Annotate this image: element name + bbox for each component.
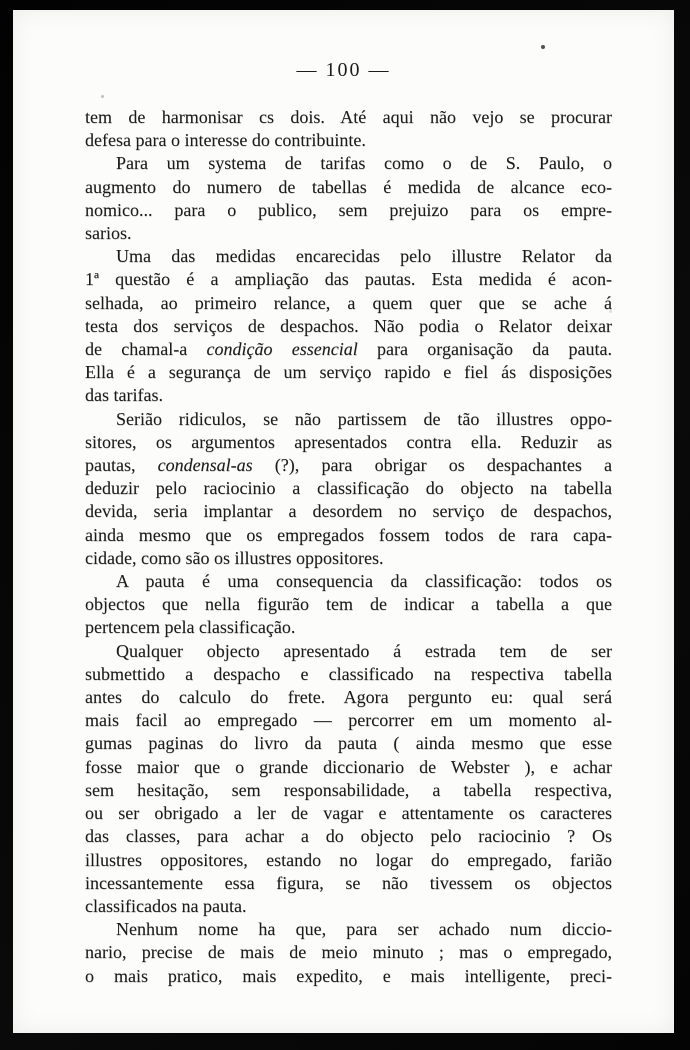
text-segment: Serião ridiculos, se não partissem de tão illustres oppo-: [116, 408, 612, 429]
text-line: [85, 849, 612, 872]
scan-speck: [541, 45, 545, 49]
text-line: [85, 524, 612, 547]
text-segment: defesa para o interesse do contribuinte.: [85, 130, 366, 151]
text-segment: nario, precise de mais de meio minuto ; mas o empregado,: [85, 942, 612, 963]
text-line: [85, 454, 612, 477]
text-line: [85, 756, 612, 779]
text-segment: classificados na pauta.: [85, 895, 247, 916]
text-segment: illustres oppositores, estando no logar do empregado, farião: [85, 849, 612, 870]
text-segment: gumas paginas do livro da pauta ( ainda mesmo que esse: [85, 733, 612, 754]
paragraph: [85, 245, 612, 407]
scan-speck: [101, 95, 104, 98]
text-segment: (?), para obrigar os despachantes a: [252, 455, 612, 476]
text-line: [85, 477, 612, 500]
text-segment: pertencem pela classificação.: [85, 617, 296, 638]
text-line: [85, 199, 612, 222]
text-line: [85, 779, 612, 802]
text-line: [85, 941, 612, 964]
text-line: [85, 292, 612, 315]
text-segment: submettido a despacho e classificado na respectiva tabella: [85, 663, 612, 684]
text-segment: Uma das medidas encarecidas pelo illustre Relator da: [116, 246, 612, 267]
text-line: [85, 709, 612, 732]
text-line: [85, 129, 612, 152]
text-segment: objectos que nella figurão tem de indicar a tabella a que: [85, 594, 612, 615]
text-segment: pautas,: [85, 455, 158, 476]
text-segment: ou ser obrigado a ler de vagar e attentamente os caracteres: [85, 803, 612, 824]
text-segment: devida, seria implantar a desordem no serviço de despachos,: [85, 501, 612, 522]
text-line: [85, 825, 612, 848]
text-segment: Nenhum nome ha que, para ser achado num diccio-: [116, 919, 612, 940]
text-line: [85, 547, 612, 570]
text-segment: o mais pratico, mais expedito, e mais intelligente, preci-: [85, 965, 612, 986]
text-segment: para organisação da pauta.: [357, 339, 612, 360]
text-line: [85, 895, 612, 918]
paragraph: [85, 106, 612, 152]
paragraph: [85, 918, 612, 988]
text-segment: testa dos serviços de despachos. Não podia o Relator deixar: [85, 315, 612, 336]
text-segment: das tarifas.: [85, 385, 163, 406]
text-line: [85, 918, 612, 941]
text-segment: sarios.: [85, 223, 132, 244]
scan-speck: [609, 310, 612, 313]
text-segment: sitores, os argumentos apresentados contra ella. Reduzir as: [85, 431, 612, 452]
paragraph: [85, 408, 612, 570]
text-line: [85, 431, 612, 454]
text-line: [85, 686, 612, 709]
paragraph: [85, 570, 612, 640]
text-line: [85, 176, 612, 199]
text-line: [85, 872, 612, 895]
text-line: [85, 732, 612, 755]
text-line: [85, 593, 612, 616]
paragraph: [85, 152, 612, 245]
text-line: [85, 802, 612, 825]
text-line: [85, 570, 612, 593]
text-segment: tem de harmonisar cs dois. Até aqui não vejo se procurar: [85, 107, 612, 127]
text-segment: antes do calculo do frete. Agora pergunto eu: qual será: [85, 687, 612, 708]
text-segment: augmento do numero de tabellas é medida de alcance eco-: [85, 176, 612, 197]
text-segment: selhada, ao primeiro relance, a quem quer que se ache á: [85, 292, 612, 313]
page-body: [85, 106, 612, 988]
text-line: [85, 361, 612, 384]
text-line: [85, 965, 612, 988]
text-segment: sem hesitação, sem responsabilidade, a tabella respectiva,: [85, 779, 612, 800]
italic-phrase: condição essencial: [206, 339, 358, 360]
text-segment: Qualquer objecto apresentado á estrada tem de ser: [116, 640, 612, 661]
text-line: [85, 500, 612, 523]
text-segment: incessantemente essa figura, se não tivessem os objectos: [85, 872, 612, 893]
text-line: [85, 245, 612, 268]
text-segment: ainda mesmo que os empregados fossem todos de rara capa-: [85, 524, 612, 545]
text-segment: de chamal-a: [85, 339, 207, 360]
text-segment: cidade, como são os illustres oppositores.: [85, 547, 384, 568]
text-line: [85, 152, 612, 175]
text-segment: mais facil ao empregado — percorrer em um momento al-: [85, 710, 612, 731]
text-line: [85, 616, 612, 639]
text-segment: nomico... para o publico, sem prejuizo para os empre-: [85, 199, 612, 220]
italic-phrase: condensal-as: [157, 455, 253, 476]
text-segment: 1ª questão é a ampliação das pautas. Esta medida é acon-: [85, 269, 612, 290]
text-line: [85, 663, 612, 686]
text-line: [85, 408, 612, 431]
text-line: [85, 640, 612, 663]
text-line: [85, 338, 612, 361]
paragraph: [85, 640, 612, 918]
text-segment: Para um systema de tarifas como o de S. Paulo, o: [116, 153, 612, 174]
text-line: [85, 106, 612, 129]
book-page: [13, 10, 674, 1033]
text-line: [85, 384, 612, 407]
text-segment: A pauta é uma consequencia da classificação: todos os: [116, 571, 612, 592]
text-segment: Ella é a segurança de um serviço rapido e fiel ás disposições: [85, 362, 612, 383]
text-line: [85, 222, 612, 245]
text-segment: fosse maior que o grande diccionario de Webster ), e achar: [85, 756, 612, 777]
page-number: — 100 —: [296, 59, 391, 81]
text-line: [85, 268, 612, 291]
text-segment: das classes, para achar a do objecto pelo raciocinio ? Os: [85, 826, 612, 847]
text-segment: deduzir pelo raciocinio a classificação do objecto na tabella: [85, 478, 612, 499]
text-line: [85, 315, 612, 338]
